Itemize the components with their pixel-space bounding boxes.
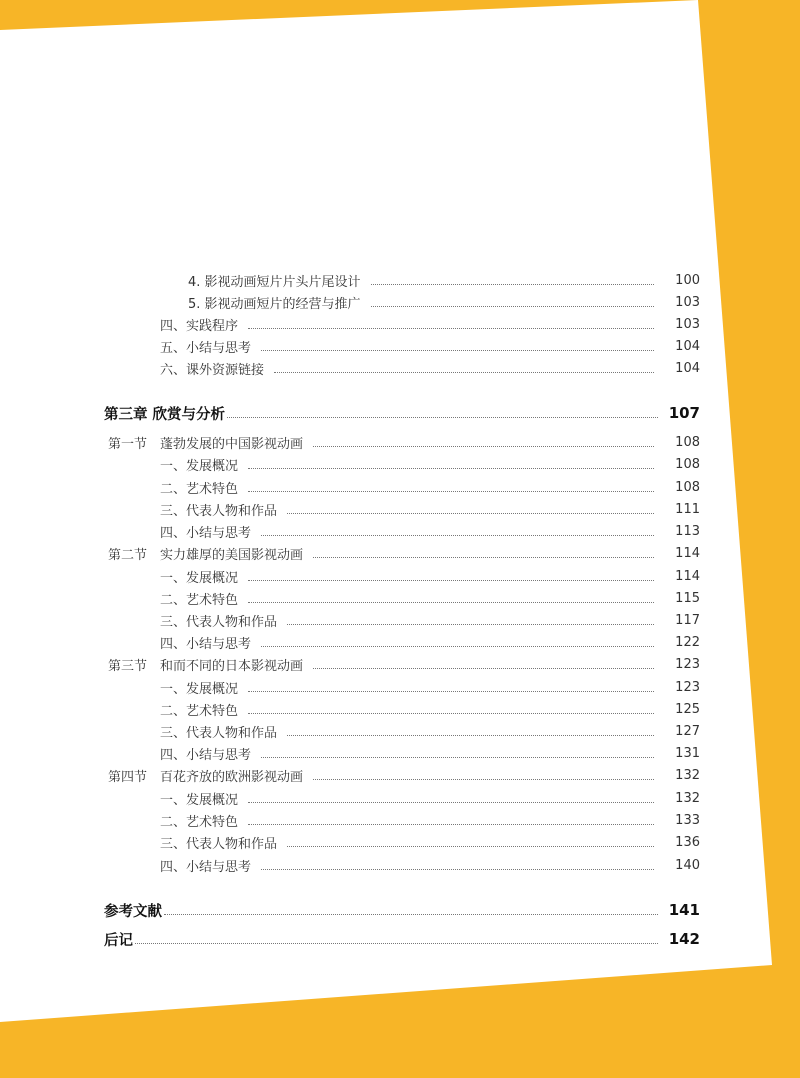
toc-entry-label: 四、小结与思考 [160, 747, 252, 763]
toc-entry-page: 103 [675, 294, 700, 310]
toc-entry-label: 一、发展概况 [160, 570, 239, 586]
toc-entry-page: 114 [675, 568, 700, 584]
toc-entry-page: 103 [675, 316, 700, 332]
leader-dots [248, 713, 654, 714]
toc-section-page: 108 [675, 434, 700, 450]
leader-dots [313, 668, 654, 669]
toc-entry-label: 5. 影视动画短片的经营与推广 [188, 296, 361, 312]
toc-section[interactable] [108, 653, 700, 675]
toc-section-label: 实力雄厚的美国影视动画 [160, 547, 304, 563]
toc-entry[interactable] [160, 357, 700, 379]
toc-entry-label: 四、小结与思考 [160, 525, 252, 541]
toc-section[interactable] [108, 431, 700, 453]
toc-section[interactable] [108, 542, 700, 564]
toc-entry[interactable] [160, 698, 700, 720]
toc-section-page: 114 [675, 545, 700, 561]
toc-entry[interactable] [160, 453, 700, 475]
toc-chapter[interactable] [104, 928, 700, 950]
toc-entry-label: 六、课外资源链接 [160, 362, 265, 378]
leader-dots [287, 735, 654, 736]
toc-section-number: 第四节 [108, 769, 148, 785]
toc-entry-label: 三、代表人物和作品 [160, 614, 278, 630]
toc-entry-page: 111 [675, 501, 700, 517]
leader-dots [248, 328, 654, 329]
leader-dots [261, 757, 654, 758]
toc-entry-page: 132 [675, 790, 700, 806]
toc-entry-page: 133 [675, 812, 700, 828]
toc-entry-page: 123 [675, 679, 700, 695]
toc-entry-label: 二、艺术特色 [160, 814, 239, 830]
leader-dots [287, 624, 654, 625]
toc-chapter-page: 142 [668, 930, 700, 948]
toc-entry[interactable] [160, 313, 700, 335]
toc-entry-label: 三、代表人物和作品 [160, 725, 278, 741]
toc-entry-page: 100 [675, 272, 700, 288]
leader-dots [261, 535, 654, 536]
leader-dots [164, 914, 658, 915]
leader-dots [248, 468, 654, 469]
toc-entry-page: 108 [675, 479, 700, 495]
toc-entry-page: 125 [675, 701, 700, 717]
toc-section-number: 第三节 [108, 658, 148, 674]
toc-section-number: 第二节 [108, 547, 148, 563]
toc-entry-page: 136 [675, 834, 700, 850]
toc-chapter[interactable] [104, 402, 700, 424]
leader-dots [248, 580, 654, 581]
leader-dots [248, 802, 654, 803]
toc-entry[interactable] [160, 609, 700, 631]
toc-chapter-label: 第三章 欣赏与分析 [104, 406, 226, 423]
toc-chapter[interactable] [104, 899, 700, 921]
toc-section-label: 百花齐放的欧洲影视动画 [160, 769, 304, 785]
toc-entry-page: 115 [675, 590, 700, 606]
toc-entry-label: 二、艺术特色 [160, 592, 239, 608]
leader-dots [227, 417, 658, 418]
toc-entry-page: 122 [675, 634, 700, 650]
toc-entry-page: 140 [675, 857, 700, 873]
leader-dots [371, 284, 654, 285]
toc-section-page: 132 [675, 767, 700, 783]
leader-dots [261, 646, 654, 647]
toc-entry[interactable] [160, 742, 700, 764]
leader-dots [287, 513, 654, 514]
toc-section-label: 蓬勃发展的中国影视动画 [160, 436, 304, 452]
toc-chapter-page: 107 [668, 404, 700, 422]
toc-entry-label: 四、小结与思考 [160, 859, 252, 875]
leader-dots [248, 491, 654, 492]
toc-entry-page: 104 [675, 360, 700, 376]
toc-entry-label: 一、发展概况 [160, 792, 239, 808]
toc-entry[interactable] [160, 476, 700, 498]
toc-entry[interactable] [160, 854, 700, 876]
toc-entry-label: 一、发展概况 [160, 681, 239, 697]
toc-entry-label: 四、实践程序 [160, 318, 239, 334]
toc-entry-page: 131 [675, 745, 700, 761]
toc-entry[interactable] [160, 335, 700, 357]
leader-dots [313, 779, 654, 780]
toc-section-number: 第一节 [108, 436, 148, 452]
leader-dots [313, 446, 654, 447]
toc-entry[interactable] [160, 565, 700, 587]
toc-entry[interactable] [160, 831, 700, 853]
toc-entry-page: 108 [675, 456, 700, 472]
toc-entry[interactable] [160, 631, 700, 653]
toc-entry-label: 4. 影视动画短片片头片尾设计 [188, 274, 361, 290]
toc-entry-label: 二、艺术特色 [160, 703, 239, 719]
toc-entry[interactable] [160, 587, 700, 609]
toc-entry-page: 127 [675, 723, 700, 739]
toc-section-page: 123 [675, 656, 700, 672]
toc-section-label: 和而不同的日本影视动画 [160, 658, 304, 674]
toc-entry[interactable] [188, 291, 700, 313]
leader-dots [135, 943, 658, 944]
leader-dots [274, 372, 654, 373]
toc-entry-page: 117 [675, 612, 700, 628]
toc-entry[interactable] [160, 787, 700, 809]
leader-dots [261, 869, 654, 870]
toc-entry[interactable] [160, 498, 700, 520]
leader-dots [287, 846, 654, 847]
leader-dots [248, 824, 654, 825]
toc-entry[interactable] [160, 676, 700, 698]
toc-entry-page: 104 [675, 338, 700, 354]
toc-entry-label: 一、发展概况 [160, 458, 239, 474]
toc-entry-page: 113 [675, 523, 700, 539]
toc-entry-label: 三、代表人物和作品 [160, 503, 278, 519]
toc-entry-label: 三、代表人物和作品 [160, 836, 278, 852]
toc-entry[interactable] [160, 809, 700, 831]
toc-entry-label: 四、小结与思考 [160, 636, 252, 652]
leader-dots [248, 691, 654, 692]
toc-entry[interactable] [160, 720, 700, 742]
toc-chapter-label: 后记 [104, 932, 133, 949]
leader-dots [248, 602, 654, 603]
leader-dots [371, 306, 654, 307]
toc-entry[interactable] [160, 520, 700, 542]
leader-dots [313, 557, 654, 558]
toc-entry[interactable] [188, 269, 700, 291]
toc-chapter-label: 参考文献 [104, 903, 162, 920]
toc-section[interactable] [108, 764, 700, 786]
leader-dots [261, 350, 654, 351]
toc-entry-label: 二、艺术特色 [160, 481, 239, 497]
toc-entry-label: 五、小结与思考 [160, 340, 252, 356]
toc-chapter-page: 141 [668, 901, 700, 919]
